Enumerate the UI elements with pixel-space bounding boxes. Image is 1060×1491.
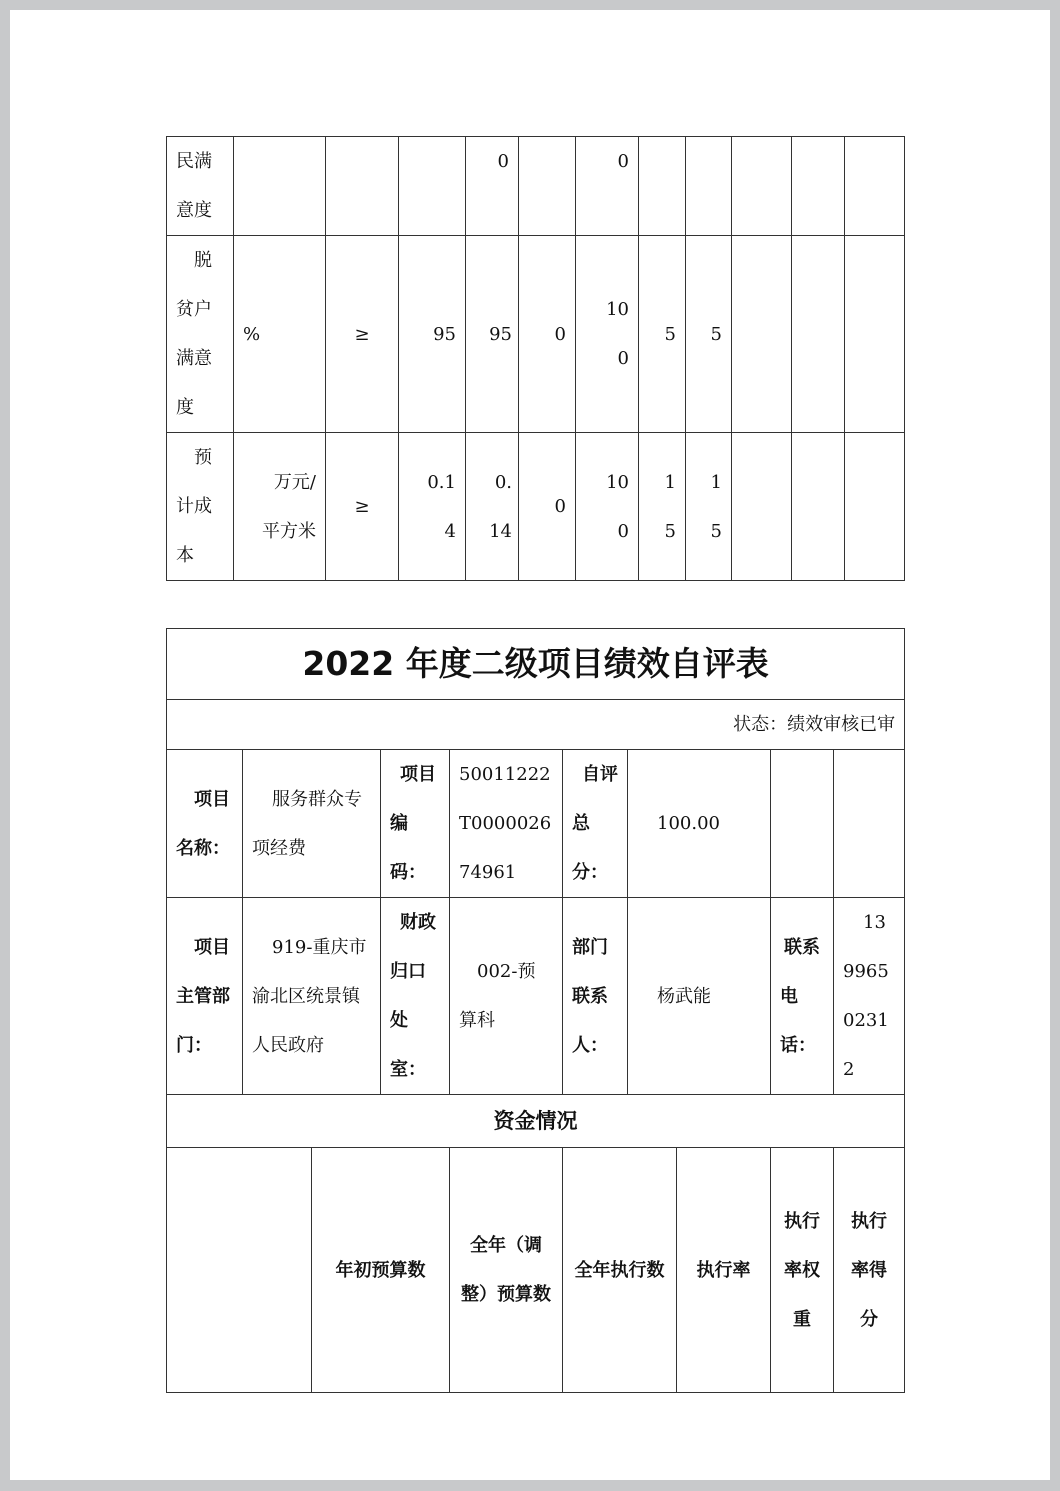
indicator-weight: 0 (519, 236, 576, 433)
indicator-points: 5 (639, 236, 686, 433)
table-row (167, 433, 905, 581)
indicator-actual: 0 (466, 137, 519, 236)
indicator-table (166, 136, 905, 581)
project-name-value: 服务群众专项经费 (243, 750, 381, 898)
indicator-symbol (326, 137, 399, 236)
table-row (167, 236, 905, 433)
indicator-name: 民满意度 (167, 137, 234, 236)
empty-cell (845, 236, 905, 433)
document-page (10, 10, 1050, 1480)
indicator-target (399, 137, 466, 236)
indicator-score (686, 137, 732, 236)
indicator-unit: % (234, 236, 326, 433)
indicator-score: 5 (686, 236, 732, 433)
indicator-score-rate: 0 (576, 137, 639, 236)
indicator-target: 0.14 (399, 433, 466, 581)
table-row (167, 1095, 905, 1148)
total-score-label: 自评总分： (563, 750, 628, 898)
execution-rate-header: 执行率 (677, 1148, 771, 1393)
empty-cell (732, 433, 792, 581)
phone-label: 联系电话： (771, 898, 834, 1095)
table-row (167, 898, 905, 1095)
empty-cell (792, 236, 845, 433)
contact-person-value: 杨武能 (628, 898, 771, 1095)
table-row (167, 750, 905, 898)
indicator-points (639, 137, 686, 236)
finance-office-label: 财政归口处室： (381, 898, 450, 1095)
indicator-target: 95 (399, 236, 466, 433)
phone-value: 13996502312 (834, 898, 905, 1095)
indicator-actual: 0.14 (466, 433, 519, 581)
empty-cell (845, 137, 905, 236)
initial-budget-header: 年初预算数 (312, 1148, 450, 1393)
self-evaluation-form (166, 628, 905, 1393)
adjusted-budget-header: 全年（调整）预算数 (450, 1148, 563, 1393)
empty-cell (732, 236, 792, 433)
empty-cell (834, 750, 905, 898)
empty-cell (167, 1148, 312, 1393)
table-row (167, 137, 905, 236)
funds-section-title: 资金情况 (167, 1095, 905, 1148)
form-title: 2022 年度二级项目绩效自评表 (167, 629, 905, 700)
indicator-weight: 0 (519, 433, 576, 581)
empty-cell (732, 137, 792, 236)
indicator-unit: 万元/平方米 (234, 433, 326, 581)
indicator-points: 15 (639, 433, 686, 581)
project-code-value: 50011222T000002674961 (450, 750, 563, 898)
finance-office-value: 002-预算科 (450, 898, 563, 1095)
empty-cell (792, 433, 845, 581)
total-score-value: 100.00 (628, 750, 771, 898)
table-row (167, 1148, 905, 1393)
project-code-label: 项目编码： (381, 750, 450, 898)
indicator-weight (519, 137, 576, 236)
indicator-name: 预计成本 (167, 433, 234, 581)
dept-label: 项目主管部门： (167, 898, 243, 1095)
empty-cell (771, 750, 834, 898)
empty-cell (845, 433, 905, 581)
project-name-label: 项目名称： (167, 750, 243, 898)
dept-value: 919-重庆市渝北区统景镇人民政府 (243, 898, 381, 1095)
indicator-unit (234, 137, 326, 236)
indicator-actual: 95 (466, 236, 519, 433)
table-row (167, 629, 905, 700)
indicator-score-rate: 100 (576, 236, 639, 433)
indicator-score: 15 (686, 433, 732, 581)
indicator-symbol: ≥ (326, 433, 399, 581)
rate-score-header: 执行率得分 (834, 1148, 905, 1393)
executed-header: 全年执行数 (563, 1148, 677, 1393)
indicator-score-rate: 100 (576, 433, 639, 581)
contact-person-label: 部门联系人： (563, 898, 628, 1095)
rate-weight-header: 执行率权重 (771, 1148, 834, 1393)
status-text: 状态：绩效审核已审 (167, 700, 905, 750)
indicator-name: 脱贫户满意度 (167, 236, 234, 433)
table-row (167, 700, 905, 750)
empty-cell (792, 137, 845, 236)
indicator-symbol: ≥ (326, 236, 399, 433)
